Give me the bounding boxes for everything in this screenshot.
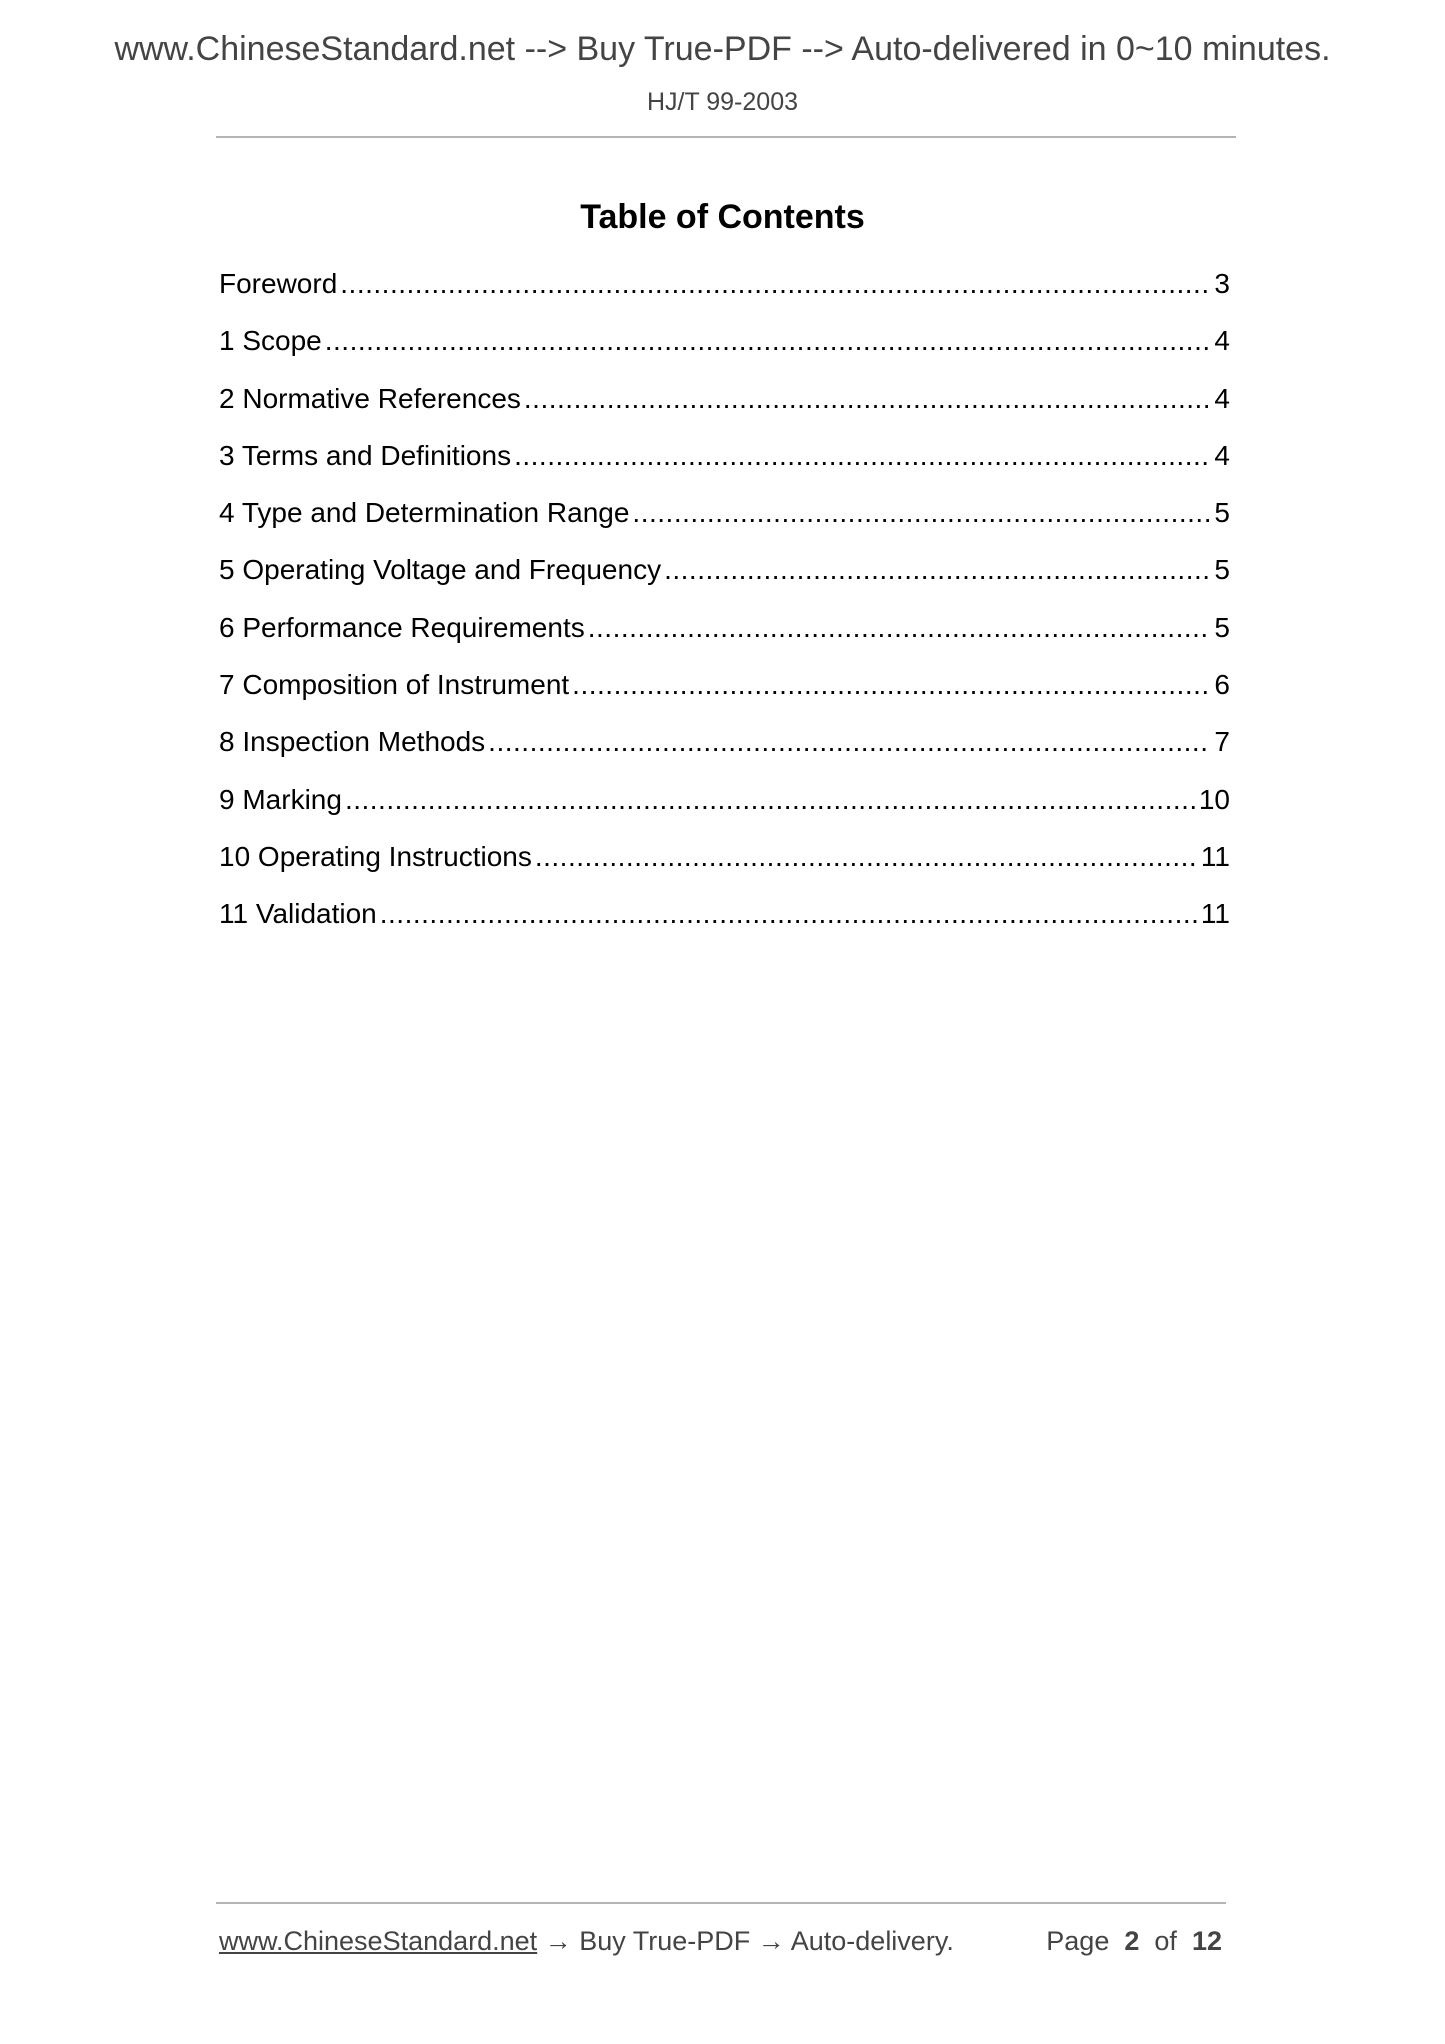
dot-leader <box>514 440 1211 468</box>
toc-entry-label: 10 Operating Instructions <box>219 840 532 872</box>
toc-entry-page: 4 <box>1214 325 1230 357</box>
toc-entry-page: 4 <box>1214 439 1230 471</box>
document-code: HJ/T 99-2003 <box>646 88 798 116</box>
footer-divider <box>216 1902 1226 1904</box>
toc-entry-performance-requirements[interactable] <box>219 612 1230 669</box>
toc-entry-inspection-methods[interactable] <box>219 726 1230 783</box>
toc-entry-marking[interactable] <box>219 784 1230 841</box>
page-indicator <box>1046 1926 1222 1957</box>
dot-leader <box>535 841 1198 869</box>
toc-entry-page: 11 <box>1200 898 1230 930</box>
table-of-contents <box>219 268 1230 956</box>
header-divider <box>216 136 1236 138</box>
toc-entry-label: 9 Marking <box>219 783 342 815</box>
toc-entry-scope[interactable] <box>219 325 1230 382</box>
dot-leader <box>345 784 1196 812</box>
toc-entry-page: 5 <box>1214 554 1230 586</box>
page-footer <box>219 1926 1226 1957</box>
toc-entry-page: 5 <box>1214 497 1230 529</box>
dot-leader <box>524 383 1212 411</box>
toc-title: Table of Contents <box>580 198 865 236</box>
current-page-number: 2 <box>1124 1926 1140 1956</box>
toc-entry-operating-instructions[interactable] <box>219 841 1230 898</box>
toc-entry-terms-and-definitions[interactable] <box>219 440 1230 497</box>
toc-entry-operating-voltage-and-frequency[interactable] <box>219 554 1230 611</box>
total-pages-number: 12 <box>1191 1926 1222 1956</box>
toc-entry-page: 11 <box>1200 840 1230 872</box>
toc-entry-page: 7 <box>1214 726 1230 758</box>
dot-leader <box>572 669 1211 697</box>
footer-site-link[interactable]: www.ChineseStandard.net <box>219 1926 538 1956</box>
toc-entry-type-and-determination-range[interactable] <box>219 497 1230 554</box>
toc-entry-label: 5 Operating Voltage and Frequency <box>219 554 662 586</box>
toc-entry-page: 6 <box>1214 669 1230 701</box>
toc-entry-label: 8 Inspection Methods <box>219 726 486 758</box>
toc-entry-page: 3 <box>1214 268 1230 299</box>
toc-entry-page: 4 <box>1214 382 1230 414</box>
dot-leader <box>488 726 1211 754</box>
dot-leader <box>632 497 1211 525</box>
footer-tagline: → Buy True-PDF → Auto-delivery. <box>537 1926 954 1956</box>
toc-entry-foreword[interactable] <box>219 268 1230 325</box>
toc-entry-validation[interactable] <box>219 898 1230 955</box>
toc-entry-page: 5 <box>1214 611 1230 643</box>
dot-leader <box>664 554 1211 582</box>
toc-entry-label: 1 Scope <box>219 325 322 357</box>
toc-entry-label: Foreword <box>219 268 338 299</box>
toc-entry-label: 3 Terms and Definitions <box>219 439 512 471</box>
dot-leader <box>588 612 1212 640</box>
toc-entry-label: 2 Normative References <box>219 382 521 414</box>
toc-entry-composition-of-instrument[interactable] <box>219 669 1230 726</box>
page-word: Page <box>1046 1926 1110 1956</box>
dot-leader <box>340 268 1211 296</box>
of-word: of <box>1154 1926 1177 1956</box>
dot-leader <box>325 325 1212 353</box>
toc-entry-label: 6 Performance Requirements <box>219 611 585 643</box>
top-banner: www.ChineseStandard.net --> Buy True-PDF --> Auto-delivered in 0~10 minutes. <box>114 30 1331 68</box>
toc-entry-label: 4 Type and Determination Range <box>219 497 630 529</box>
toc-entry-label: 7 Composition of Instrument <box>219 669 570 701</box>
toc-entry-label: 11 Validation <box>219 898 377 930</box>
toc-entry-page: 10 <box>1198 783 1230 815</box>
dot-leader <box>380 898 1198 926</box>
toc-entry-normative-references[interactable] <box>219 383 1230 440</box>
